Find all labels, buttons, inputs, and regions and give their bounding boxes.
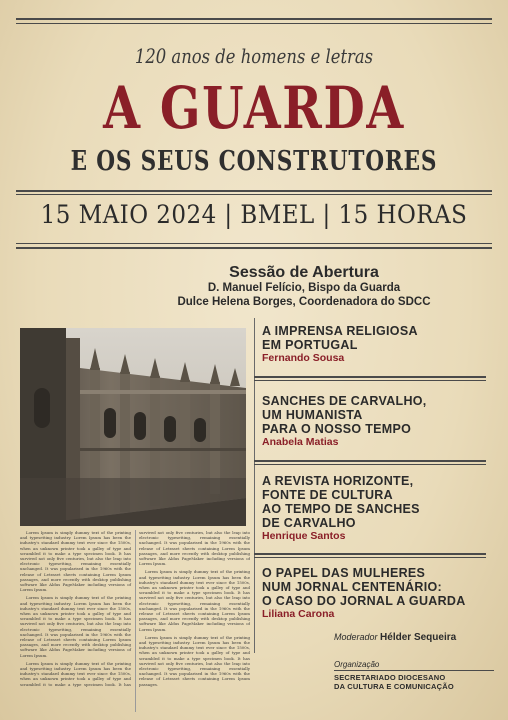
talk-separator — [254, 460, 486, 462]
organization-name-line: SECRETARIADO DIOCESANO — [334, 673, 446, 682]
talk-title-line: O CASO DO JORNAL A GUARDA — [262, 594, 466, 608]
talk-title-line: A REVISTA HORIZONTE, — [262, 474, 414, 488]
talk-title-line: AO TEMPO DE SANCHES — [262, 502, 420, 516]
talk-separator — [254, 464, 486, 465]
talks-divider-vertical — [254, 318, 255, 653]
talk-title-line: NUM JORNAL CENTENÁRIO: — [262, 580, 442, 594]
page-title-sub: E OS SEUS CONSTRUTORES — [70, 146, 438, 177]
talk-speaker: Henrique Santos — [262, 530, 346, 542]
talk-title-line: O PAPEL DAS MULHERES — [262, 566, 426, 580]
talk-title-line: A IMPRENSA RELIGIOSA — [262, 324, 418, 338]
moderator-name: Hélder Sequeira — [380, 632, 457, 643]
date-rule-top-thin — [16, 194, 492, 195]
session-speaker-1: D. Manuel Felício, Bispo da Guarda — [207, 282, 401, 294]
top-rule-thin — [16, 23, 492, 24]
talk-title-line: PARA O NOSSO TEMPO — [262, 422, 412, 436]
talk-speaker: Anabela Matias — [262, 436, 339, 448]
talk-separator — [254, 553, 486, 555]
talk-item — [262, 324, 500, 365]
organization-block — [334, 660, 494, 691]
talk-title-line: DE CARVALHO — [262, 516, 356, 530]
session-speaker-2: Dulce Helena Borges, Coordenadora do SDCC — [177, 296, 431, 308]
moderator-label: Moderador — [334, 632, 378, 642]
organization-label: Organização — [334, 660, 494, 671]
body-paragraph: Lorem Ipsum is simply dummy text of the printing and typesetting industry. Lorem Ipsum has been the industry's standard dummy text ever since the 1500s, when an unknown printer took a galley of type and scrambled it to make a type specimen book. It has survived not only five centuries, but also the leap into electronic typesetting, remaining essentially unchanged. It was popularised in the 1960s with the release of Letraset sheets containing Lorem Ipsum passages, and more recently with desktop publishing software like Aldus PageMaker including versions of Lorem Ipsum. — [20, 595, 131, 658]
date-rule-bottom-thin — [16, 243, 492, 244]
talk-item — [262, 474, 500, 543]
top-rule-thick — [16, 18, 492, 20]
talk-speaker: Fernando Sousa — [262, 352, 345, 364]
moderator-line — [334, 632, 456, 643]
body-paragraph: Lorem Ipsum is simply dummy text of the printing and typesetting industry. Lorem Ipsum has been the industry's standard dummy text ever since the 1500s, when an unknown printer took a galley of type and scrambled it to make a type specimen book. It has survived not only five centuries, but also the leap into electronic typesetting, remaining essentially unchanged. It was popularised in the 1960s with the release of Letraset sheets containing Lorem Ipsum passages, and more recently with desktop publishing software like Aldus PageMaker including versions of Lorem Ipsum. — [20, 530, 131, 593]
page-title: A GUARDA — [103, 74, 405, 142]
talk-separator — [254, 376, 486, 378]
talk-title-line: UM HUMANISTA — [262, 408, 363, 422]
event-dateline: 15 MAIO 2024 | BMEL | 15 HORAS — [40, 200, 468, 229]
talk-title-line: FONTE DE CULTURA — [262, 488, 393, 502]
talk-title-line: EM PORTUGAL — [262, 338, 358, 352]
organization-name-line: DA CULTURA E COMUNICAÇÃO — [334, 682, 454, 691]
talk-separator — [254, 557, 486, 558]
body-paragraph: Lorem Ipsum is simply dummy text of the printing and typesetting industry. Lorem Ipsum has been the industry's standard dummy text ever since the 1500s, when an unknown printer took a galley of type and scrambled it to make a type specimen book. It has survived not only five centuries, but also the leap into electronic typesetting, remaining essentially unchanged. It was popularised in the 1960s with the release of Letraset sheets containing Lorem Ipsum passages, and more recently with desktop publishing software like Aldus PageMaker including versions of Lorem Ipsum. — [139, 569, 250, 632]
body-text-columns — [20, 530, 250, 712]
cathedral-photo — [20, 328, 246, 526]
date-rule-top-thick — [16, 190, 492, 192]
talk-title-line: SANCHES DE CARVALHO, — [262, 394, 427, 408]
talk-separator — [254, 380, 486, 381]
session-title: Sessão de Abertura — [229, 264, 379, 281]
body-paragraph: Lorem Ipsum is simply dummy text of the printing and typesetting industry. Lorem Ipsum has been the industry's standard dummy text ever since the 1500s, when an unknown printer took a galley of type and scrambled it to make a type specimen book. It has survived not only five centuries, but also the leap into electronic typesetting, remaining essentially unchanged. It was popularised in the 1960s with the release of Letraset sheets containing Lorem Ipsum passages, and more recently with desktop publishing software like Aldus PageMaker including versions of Lorem Ipsum. — [20, 530, 250, 687]
talk-speaker: Liliana Carona — [262, 608, 335, 620]
body-paragraph: Lorem Ipsum is simply dummy text of the printing and typesetting industry. Lorem Ipsum has been the industry's standard dummy text ever since the 1500s, when an unknown printer took a galley of type and scrambled it to make a type specimen book. It has survived not only five centuries, but also the leap into electronic typesetting, remaining essentially unchanged. It was popularised in the 1960s with the release of Letraset sheets containing Lorem Ipsum passages. — [139, 634, 250, 687]
date-rule-bottom-thick — [16, 247, 492, 249]
header-subtitle: 120 anos de homens e letras — [134, 44, 374, 68]
talk-item — [262, 566, 500, 621]
talk-item — [262, 394, 500, 449]
